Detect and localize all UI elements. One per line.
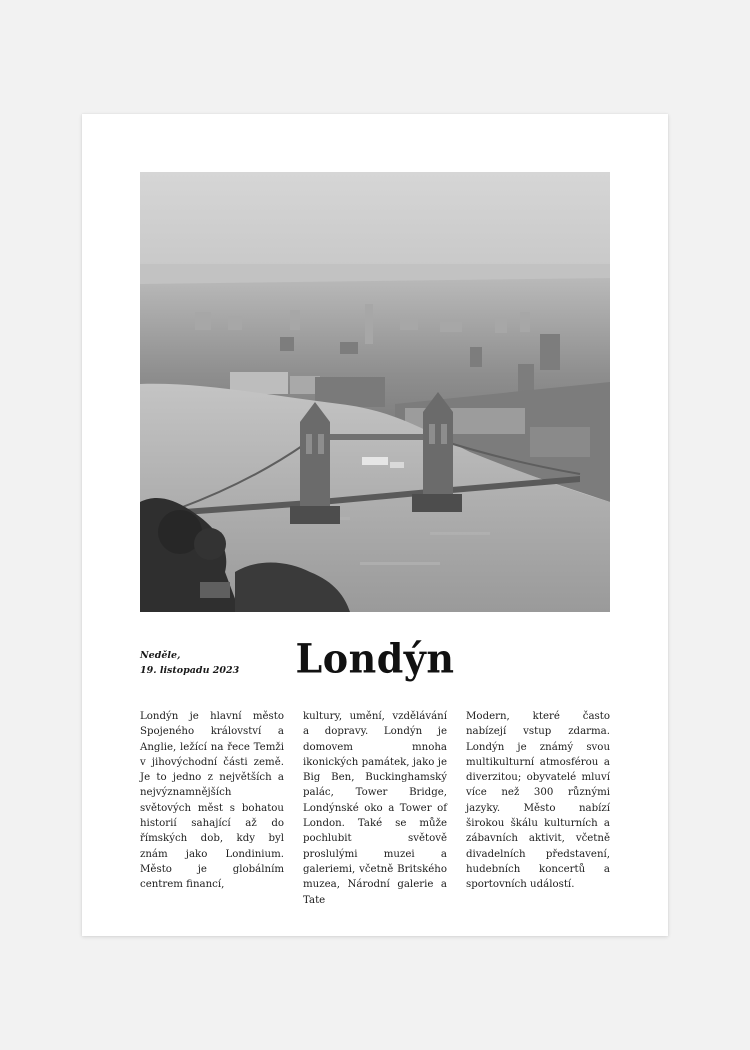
date-block [140,648,280,678]
text-column-3: Modern, které často nabízejí vstup zdarma. Londýn je známý svou multikulturní atmosférou a diverzitou; obyvatelé mluví více než 300 různými jazyky. Město nabízí širokou škálu kulturních a zábavních aktivit, včetně divadelních představení, hudebních koncertů a sportovních událostí. [466,711,610,891]
poster-card [82,114,668,936]
date-weekday: Neděle, [140,650,181,661]
text-column-2: kultury, umění, vzdělávání a dopravy. Londýn je domovem mnoha ikonických památek, jako je Big Ben, Buckinghamský palác, Tower Bridge, Londýnské oko a Tower of London. Také se může pochlubit světově proslulými muzei a galeriemi, včetně Britského muzea, Národní galerie a Tate [303,711,447,906]
tower-bridge-photo [140,172,610,612]
tower-bridge-aerial-illustration [140,172,610,612]
date-full: 19. listopadu 2023 [140,665,240,676]
text-column-1: Londýn je hlavní město Spojeného království a Anglie, ležící na řece Temži v jihovýchodní části země. Je to jedno z největších a nejvýznamnějších světových měst s bohatou historií sahající až do římských dob, kdy byl znám jako Londinium. Město je globálním centrem financí, [140,711,284,891]
city-title: Londýn [295,634,455,683]
